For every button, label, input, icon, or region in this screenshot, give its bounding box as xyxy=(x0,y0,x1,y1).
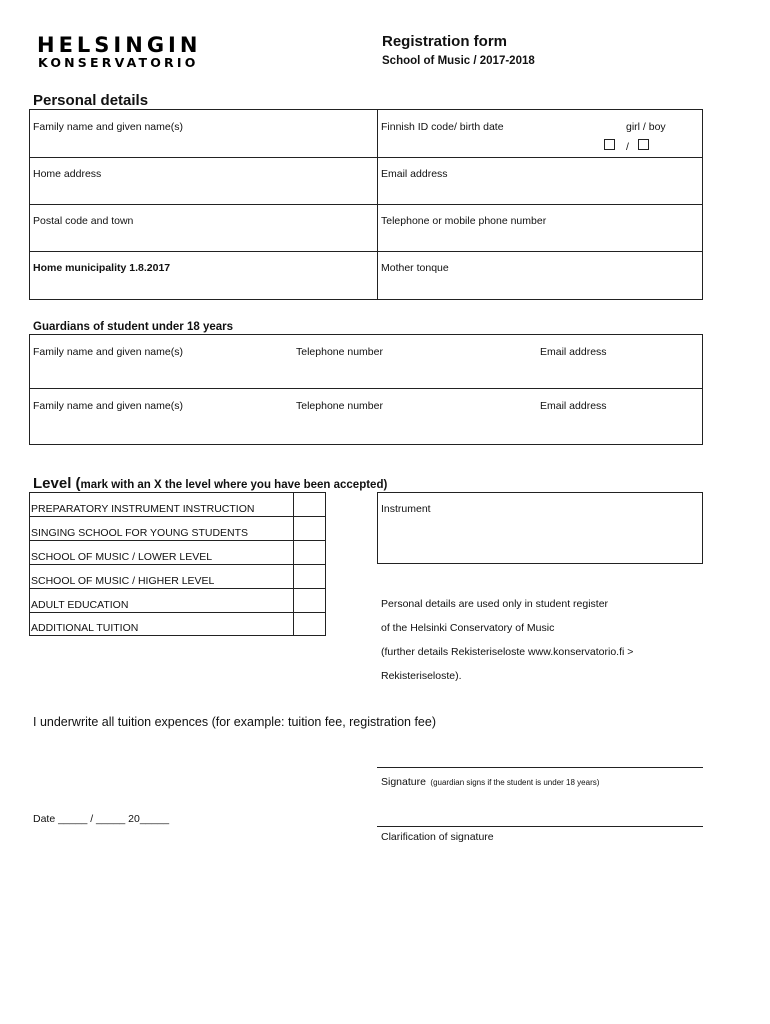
privacy-line-4: Rekisteriseloste). xyxy=(381,670,462,682)
guardian1-name-field[interactable]: Family name and given name(s) xyxy=(33,346,183,358)
guardian2-name-field[interactable]: Family name and given name(s) xyxy=(33,400,183,412)
level-row-line xyxy=(29,540,325,541)
level-mark-higher-level[interactable] xyxy=(294,565,325,588)
privacy-line-1: Personal details are used only in student register xyxy=(381,598,609,610)
boy-checkbox[interactable] xyxy=(638,139,649,150)
personal-row-line xyxy=(29,157,703,158)
personal-row-line xyxy=(29,204,703,205)
personal-heading: Personal details xyxy=(33,92,149,109)
level-item-singing-school: SINGING SCHOOL FOR YOUNG STUDENTS xyxy=(31,527,249,539)
municipality-field[interactable]: Home municipality 1.8.2017 xyxy=(33,262,171,274)
gender-slash: / xyxy=(626,141,629,153)
instrument-label: Instrument xyxy=(381,503,431,515)
signature-label xyxy=(381,772,599,790)
level-row-line xyxy=(29,516,325,517)
finnish-id-field[interactable]: Finnish ID code/ birth date xyxy=(381,121,504,133)
family-name-field[interactable]: Family name and given name(s) xyxy=(33,121,183,133)
guardian1-email-field[interactable]: Email address xyxy=(540,346,607,358)
clarification-label: Clarification of signature xyxy=(381,831,494,843)
level-heading-note: mark with an X the level where you have been accepted) xyxy=(80,479,388,491)
level-row-line xyxy=(29,564,325,565)
level-row-line xyxy=(29,612,325,613)
level-mark-singing-school[interactable] xyxy=(294,517,325,540)
underwrite-statement: I underwrite all tuition expences (for example: tuition fee, registration fee) xyxy=(33,715,436,729)
personal-row-line xyxy=(29,251,703,252)
level-item-adult-education: ADULT EDUCATION xyxy=(31,599,129,611)
level-item-additional-tuition: ADDITIONAL TUITION xyxy=(31,622,139,634)
signature-text: Signature xyxy=(381,776,426,788)
level-item-lower-level: SCHOOL OF MUSIC / LOWER LEVEL xyxy=(31,551,213,563)
logo-line-2: KONSERVATORIO xyxy=(38,55,199,70)
level-row-line xyxy=(29,635,325,636)
home-address-field[interactable]: Home address xyxy=(33,168,102,180)
privacy-line-3: (further details Rekisteriseloste www.konservatorio.fi > xyxy=(381,646,634,658)
date-field[interactable]: Date _____ / _____ 20_____ xyxy=(33,813,170,825)
level-table-right xyxy=(325,492,326,636)
level-mark-preparatory[interactable] xyxy=(294,493,325,516)
postal-code-field[interactable]: Postal code and town xyxy=(33,215,134,227)
clarification-line[interactable] xyxy=(377,826,703,827)
mother-tongue-field[interactable]: Mother tonque xyxy=(381,262,449,274)
signature-note: (guardian signs if the student is under 18 years) xyxy=(430,778,600,787)
guardians-heading: Guardians of student under 18 years xyxy=(33,321,234,333)
level-mark-additional-tuition[interactable] xyxy=(294,613,325,635)
level-mark-adult-education[interactable] xyxy=(294,589,325,612)
signature-line[interactable] xyxy=(377,767,703,768)
level-item-preparatory: PREPARATORY INSTRUMENT INSTRUCTION xyxy=(31,503,255,515)
girl-checkbox[interactable] xyxy=(604,139,615,150)
level-heading-main: Level ( xyxy=(33,475,81,492)
form-title: Registration form xyxy=(382,33,508,50)
level-heading xyxy=(33,475,387,493)
logo-line-1: HELSINGIN xyxy=(37,33,202,57)
guardians-row-line xyxy=(29,388,703,389)
guardian2-phone-field[interactable]: Telephone number xyxy=(296,400,383,412)
level-row-line xyxy=(29,588,325,589)
form-subtitle: School of Music / 2017-2018 xyxy=(382,55,535,67)
email-field[interactable]: Email address xyxy=(381,168,448,180)
level-item-higher-level: SCHOOL OF MUSIC / HIGHER LEVEL xyxy=(31,575,215,587)
level-row-line xyxy=(29,492,325,493)
telephone-field[interactable]: Telephone or mobile phone number xyxy=(381,215,547,227)
level-mark-lower-level[interactable] xyxy=(294,541,325,564)
privacy-line-2: of the Helsinki Conservatory of Music xyxy=(381,622,555,634)
gender-label: girl / boy xyxy=(626,121,666,133)
guardian1-phone-field[interactable]: Telephone number xyxy=(296,346,383,358)
guardian2-email-field[interactable]: Email address xyxy=(540,400,607,412)
